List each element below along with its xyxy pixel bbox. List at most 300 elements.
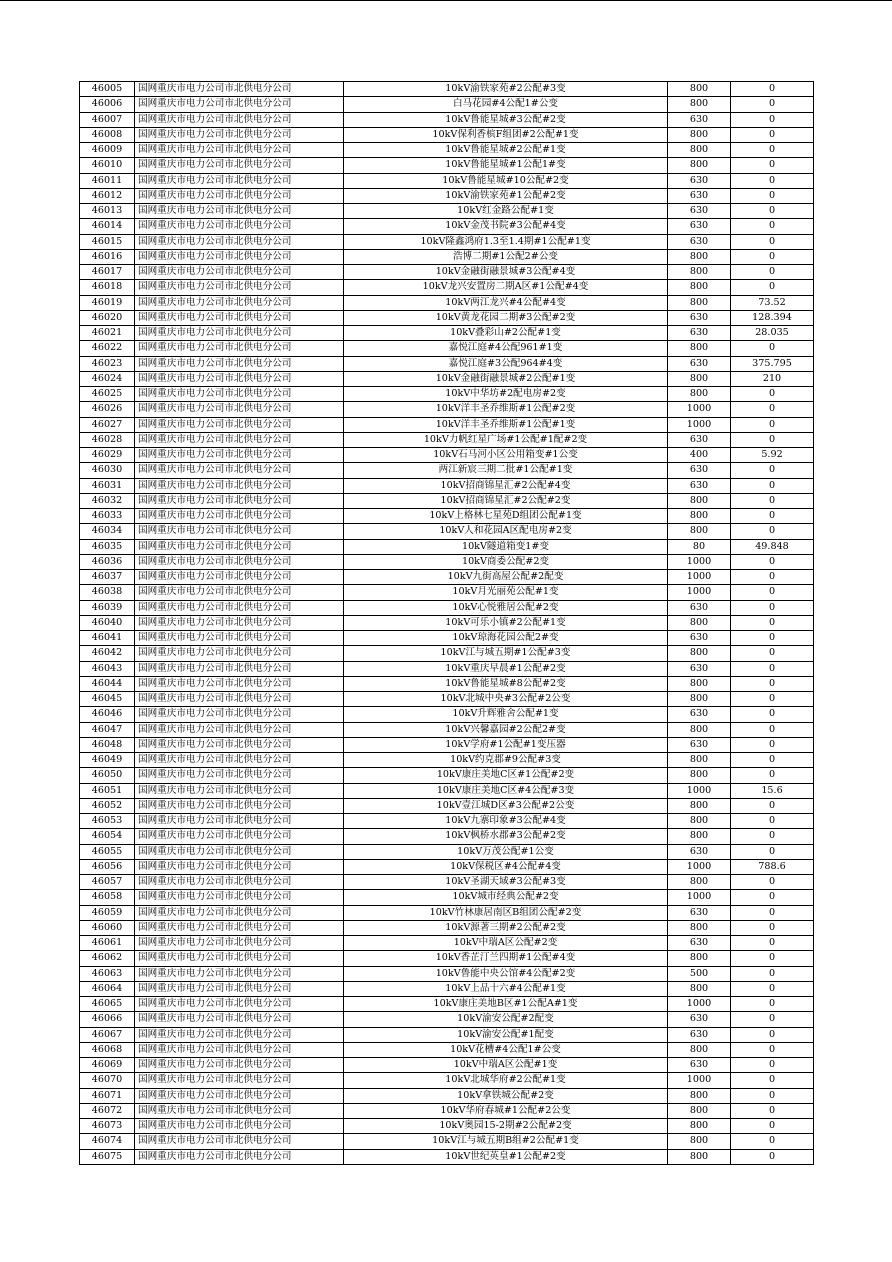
cell-value: 0 (731, 1119, 814, 1134)
cell-value: 0 (731, 997, 814, 1012)
cell-name: 10kV渝安公配#2配变 (344, 1012, 668, 1027)
table-row (80, 371, 814, 386)
cell-id: 46047 (80, 722, 135, 737)
cell-name: 10kV康庄美地B区#1公配A#1变 (344, 997, 668, 1012)
cell-name: 10kV隆鑫鸿府1.3至1.4期#1公配#1变 (344, 234, 668, 249)
cell-id: 46005 (80, 82, 135, 97)
cell-id: 46051 (80, 783, 135, 798)
table-row (80, 844, 814, 859)
cell-id: 46063 (80, 966, 135, 981)
cell-value: 0 (731, 1088, 814, 1103)
cell-name: 10kV保利香槟F组团#2公配#1变 (344, 127, 668, 142)
cell-org: 国网重庆市电力公司市北供电分公司 (135, 631, 344, 646)
cell-value: 0 (731, 646, 814, 661)
cell-name: 10kV上格林七星苑D组团公配#1变 (344, 509, 668, 524)
cell-name: 10kV商委公配#2变 (344, 554, 668, 569)
cell-name: 10kV月光丽苑公配#1变 (344, 585, 668, 600)
cell-name: 10kV重庆早晨#1公配#2变 (344, 661, 668, 676)
cell-capacity: 630 (668, 707, 731, 722)
cell-id: 46022 (80, 341, 135, 356)
table-row (80, 997, 814, 1012)
table-row (80, 1073, 814, 1088)
cell-org: 国网重庆市电力公司市北供电分公司 (135, 539, 344, 554)
cell-name: 10kV红金路公配#1变 (344, 204, 668, 219)
cell-id: 46072 (80, 1103, 135, 1118)
cell-capacity: 800 (668, 1042, 731, 1057)
cell-name: 10kV鲁能星城#10公配#2变 (344, 173, 668, 188)
cell-id: 46033 (80, 509, 135, 524)
cell-id: 46066 (80, 1012, 135, 1027)
cell-capacity: 800 (668, 97, 731, 112)
cell-value: 0 (731, 127, 814, 142)
cell-name: 10kV金融街融景城#2公配#1变 (344, 371, 668, 386)
cell-value: 0 (731, 158, 814, 173)
cell-capacity: 630 (668, 1027, 731, 1042)
cell-capacity: 1000 (668, 1073, 731, 1088)
cell-name: 10kV香芷汀兰四期#1公配#4变 (344, 951, 668, 966)
table-row (80, 859, 814, 874)
cell-org: 国网重庆市电力公司市北供电分公司 (135, 981, 344, 996)
cell-name: 10kV鲁能星城#2公配#1变 (344, 143, 668, 158)
table-row (80, 890, 814, 905)
cell-id: 46027 (80, 417, 135, 432)
cell-capacity: 630 (668, 173, 731, 188)
cell-name: 浩博二期#1公配2#公变 (344, 249, 668, 264)
cell-org: 国网重庆市电力公司市北供电分公司 (135, 585, 344, 600)
table-row (80, 646, 814, 661)
table-body (80, 82, 814, 1165)
cell-org: 国网重庆市电力公司市北供电分公司 (135, 295, 344, 310)
cell-name: 两江新宸三期二批#1公配#1变 (344, 463, 668, 478)
cell-value: 0 (731, 722, 814, 737)
table-row (80, 127, 814, 142)
cell-name: 10kV鲁能星城#8公配#2变 (344, 676, 668, 691)
table-row (80, 1012, 814, 1027)
cell-capacity: 1000 (668, 554, 731, 569)
cell-value: 0 (731, 143, 814, 158)
cell-org: 国网重庆市电力公司市北供电分公司 (135, 448, 344, 463)
cell-value: 0 (731, 249, 814, 264)
cell-name: 10kV琼海花园公配2#变 (344, 631, 668, 646)
cell-org: 国网重庆市电力公司市北供电分公司 (135, 661, 344, 676)
table-row (80, 265, 814, 280)
cell-name: 10kV渝铁家苑#2公配#3变 (344, 82, 668, 97)
cell-capacity: 800 (668, 387, 731, 402)
table-row (80, 631, 814, 646)
cell-capacity: 800 (668, 280, 731, 295)
cell-id: 46053 (80, 814, 135, 829)
cell-capacity: 630 (668, 478, 731, 493)
cell-capacity: 800 (668, 692, 731, 707)
cell-capacity: 800 (668, 1088, 731, 1103)
table-row (80, 875, 814, 890)
cell-id: 46075 (80, 1149, 135, 1164)
cell-org: 国网重庆市电力公司市北供电分公司 (135, 722, 344, 737)
cell-org: 国网重庆市电力公司市北供电分公司 (135, 265, 344, 280)
cell-value: 0 (731, 402, 814, 417)
cell-capacity: 1000 (668, 417, 731, 432)
table-row (80, 509, 814, 524)
cell-id: 46034 (80, 524, 135, 539)
cell-capacity: 630 (668, 661, 731, 676)
cell-value: 0 (731, 981, 814, 996)
cell-capacity: 800 (668, 371, 731, 386)
cell-name: 10kV九街高屋公配#2配变 (344, 570, 668, 585)
cell-name: 白马花园#4公配1#公变 (344, 97, 668, 112)
cell-value: 0 (731, 341, 814, 356)
cell-name: 10kV枫桥水郡#3公配#2变 (344, 829, 668, 844)
cell-value: 0 (731, 737, 814, 752)
cell-org: 国网重庆市电力公司市北供电分公司 (135, 966, 344, 981)
cell-id: 46011 (80, 173, 135, 188)
cell-capacity: 800 (668, 951, 731, 966)
cell-name: 10kV渝安公配#1配变 (344, 1027, 668, 1042)
cell-name: 10kV花槽#4公配1#公变 (344, 1042, 668, 1057)
cell-capacity: 800 (668, 341, 731, 356)
cell-value: 0 (731, 463, 814, 478)
cell-id: 46021 (80, 326, 135, 341)
table-row (80, 768, 814, 783)
table-row (80, 188, 814, 203)
cell-name: 10kV力帆红星广场#1公配#1配#2变 (344, 432, 668, 447)
table-row (80, 1042, 814, 1057)
cell-org: 国网重庆市电力公司市北供电分公司 (135, 737, 344, 752)
cell-value: 0 (731, 112, 814, 127)
table-row (80, 463, 814, 478)
cell-capacity: 1000 (668, 585, 731, 600)
cell-name: 10kV江与城五期#1公配#3变 (344, 646, 668, 661)
cell-value: 128.394 (731, 310, 814, 325)
table-row (80, 326, 814, 341)
cell-id: 46041 (80, 631, 135, 646)
cell-org: 国网重庆市电力公司市北供电分公司 (135, 753, 344, 768)
cell-id: 46052 (80, 798, 135, 813)
cell-org: 国网重庆市电力公司市北供电分公司 (135, 936, 344, 951)
cell-id: 46071 (80, 1088, 135, 1103)
table-row (80, 783, 814, 798)
cell-org: 国网重庆市电力公司市北供电分公司 (135, 554, 344, 569)
cell-value: 0 (731, 219, 814, 234)
cell-id: 46012 (80, 188, 135, 203)
cell-name: 10kV源著三期#2公配#2变 (344, 920, 668, 935)
cell-capacity: 800 (668, 814, 731, 829)
cell-value: 0 (731, 188, 814, 203)
cell-value: 73.52 (731, 295, 814, 310)
cell-capacity: 800 (668, 768, 731, 783)
cell-capacity: 800 (668, 722, 731, 737)
cell-org: 国网重庆市电力公司市北供电分公司 (135, 1012, 344, 1027)
cell-value: 0 (731, 1149, 814, 1164)
cell-capacity: 800 (668, 158, 731, 173)
page-top-rule (0, 0, 892, 1)
cell-org: 国网重庆市电力公司市北供电分公司 (135, 707, 344, 722)
cell-org: 国网重庆市电力公司市北供电分公司 (135, 127, 344, 142)
cell-capacity: 630 (668, 844, 731, 859)
cell-id: 46028 (80, 432, 135, 447)
cell-value: 0 (731, 1042, 814, 1057)
cell-capacity: 800 (668, 753, 731, 768)
table-row (80, 707, 814, 722)
cell-id: 46058 (80, 890, 135, 905)
cell-org: 国网重庆市电力公司市北供电分公司 (135, 402, 344, 417)
table-row (80, 1088, 814, 1103)
cell-id: 46008 (80, 127, 135, 142)
cell-name: 10kV华府春城#1公配#2公变 (344, 1103, 668, 1118)
cell-org: 国网重庆市电力公司市北供电分公司 (135, 814, 344, 829)
cell-capacity: 800 (668, 143, 731, 158)
cell-value: 375.795 (731, 356, 814, 371)
table-row (80, 905, 814, 920)
cell-value: 0 (731, 432, 814, 447)
cell-capacity: 800 (668, 615, 731, 630)
table-row (80, 204, 814, 219)
cell-value: 0 (731, 82, 814, 97)
cell-name: 10kV龙兴安置房二期A区#1公配#4变 (344, 280, 668, 295)
cell-value: 0 (731, 600, 814, 615)
cell-value: 0 (731, 1012, 814, 1027)
cell-name: 10kV人和花园A区配电房#2变 (344, 524, 668, 539)
table-row (80, 295, 814, 310)
cell-value: 0 (731, 890, 814, 905)
cell-id: 46065 (80, 997, 135, 1012)
cell-capacity: 630 (668, 234, 731, 249)
cell-name: 10kV石马河小区公用箱变#1公变 (344, 448, 668, 463)
cell-capacity: 80 (668, 539, 731, 554)
table-row (80, 1027, 814, 1042)
cell-value: 28.035 (731, 326, 814, 341)
table-row (80, 173, 814, 188)
cell-name: 10kV升辉雅舍公配#1变 (344, 707, 668, 722)
cell-name: 10kV江与城五期B组#2公配#1变 (344, 1134, 668, 1149)
cell-value: 0 (731, 905, 814, 920)
cell-org: 国网重庆市电力公司市北供电分公司 (135, 204, 344, 219)
cell-id: 46025 (80, 387, 135, 402)
cell-capacity: 800 (668, 920, 731, 935)
cell-value: 0 (731, 844, 814, 859)
cell-id: 46059 (80, 905, 135, 920)
cell-capacity: 800 (668, 829, 731, 844)
cell-value: 0 (731, 554, 814, 569)
cell-value: 0 (731, 1058, 814, 1073)
cell-org: 国网重庆市电力公司市北供电分公司 (135, 387, 344, 402)
cell-id: 46037 (80, 570, 135, 585)
cell-capacity: 630 (668, 326, 731, 341)
cell-value: 0 (731, 204, 814, 219)
cell-capacity: 800 (668, 509, 731, 524)
cell-value: 0 (731, 936, 814, 951)
table-row (80, 97, 814, 112)
cell-id: 46017 (80, 265, 135, 280)
cell-name: 10kV两江龙兴#4公配#4变 (344, 295, 668, 310)
cell-id: 46020 (80, 310, 135, 325)
cell-name: 10kV洋丰圣乔维斯#1公配#2变 (344, 402, 668, 417)
cell-name: 10kV康庄美地C区#4公配#3变 (344, 783, 668, 798)
cell-value: 0 (731, 265, 814, 280)
table-row (80, 966, 814, 981)
cell-id: 46019 (80, 295, 135, 310)
cell-id: 46013 (80, 204, 135, 219)
table-row (80, 951, 814, 966)
cell-capacity: 800 (668, 127, 731, 142)
cell-capacity: 630 (668, 1012, 731, 1027)
cell-name: 10kV中瑞A区公配#1变 (344, 1058, 668, 1073)
cell-org: 国网重庆市电力公司市北供电分公司 (135, 890, 344, 905)
cell-id: 46010 (80, 158, 135, 173)
cell-org: 国网重庆市电力公司市北供电分公司 (135, 234, 344, 249)
table-row (80, 249, 814, 264)
cell-id: 46031 (80, 478, 135, 493)
cell-name: 10kV中瑞A区公配#2变 (344, 936, 668, 951)
cell-capacity: 630 (668, 905, 731, 920)
cell-org: 国网重庆市电力公司市北供电分公司 (135, 1149, 344, 1164)
cell-id: 46045 (80, 692, 135, 707)
table-row (80, 554, 814, 569)
cell-name: 10kV圣湖天域#3公配#3变 (344, 875, 668, 890)
table-row (80, 143, 814, 158)
cell-id: 46046 (80, 707, 135, 722)
cell-id: 46048 (80, 737, 135, 752)
cell-value: 0 (731, 1027, 814, 1042)
table-row (80, 356, 814, 371)
cell-name: 10kV兴馨嘉园#2公配2#变 (344, 722, 668, 737)
cell-org: 国网重庆市电力公司市北供电分公司 (135, 280, 344, 295)
cell-org: 国网重庆市电力公司市北供电分公司 (135, 768, 344, 783)
cell-value: 0 (731, 585, 814, 600)
cell-id: 46069 (80, 1058, 135, 1073)
table-row (80, 1103, 814, 1118)
cell-org: 国网重庆市电力公司市北供电分公司 (135, 356, 344, 371)
cell-name: 10kV奥园15-2期#2公配#2变 (344, 1119, 668, 1134)
cell-org: 国网重庆市电力公司市北供电分公司 (135, 646, 344, 661)
cell-capacity: 1000 (668, 997, 731, 1012)
cell-org: 国网重庆市电力公司市北供电分公司 (135, 143, 344, 158)
cell-org: 国网重庆市电力公司市北供电分公司 (135, 905, 344, 920)
cell-id: 46035 (80, 539, 135, 554)
cell-id: 46067 (80, 1027, 135, 1042)
cell-org: 国网重庆市电力公司市北供电分公司 (135, 1058, 344, 1073)
cell-id: 46036 (80, 554, 135, 569)
table-row (80, 829, 814, 844)
table-row (80, 478, 814, 493)
cell-org: 国网重庆市电力公司市北供电分公司 (135, 1119, 344, 1134)
cell-id: 46042 (80, 646, 135, 661)
cell-capacity: 800 (668, 249, 731, 264)
cell-capacity: 630 (668, 356, 731, 371)
cell-value: 0 (731, 966, 814, 981)
table-row (80, 600, 814, 615)
cell-org: 国网重庆市电力公司市北供电分公司 (135, 997, 344, 1012)
cell-id: 46018 (80, 280, 135, 295)
cell-value: 0 (731, 920, 814, 935)
cell-capacity: 800 (668, 798, 731, 813)
cell-id: 46039 (80, 600, 135, 615)
cell-id: 46056 (80, 859, 135, 874)
cell-id: 46016 (80, 249, 135, 264)
cell-capacity: 1000 (668, 859, 731, 874)
cell-id: 46050 (80, 768, 135, 783)
cell-id: 46070 (80, 1073, 135, 1088)
cell-org: 国网重庆市电力公司市北供电分公司 (135, 97, 344, 112)
table-row (80, 936, 814, 951)
cell-capacity: 630 (668, 432, 731, 447)
cell-capacity: 630 (668, 631, 731, 646)
cell-name: 10kV招商锦星汇#2公配#2变 (344, 493, 668, 508)
cell-value: 5.92 (731, 448, 814, 463)
cell-name: 10kV金茂书院#3公配#4变 (344, 219, 668, 234)
cell-org: 国网重庆市电力公司市北供电分公司 (135, 82, 344, 97)
cell-org: 国网重庆市电力公司市北供电分公司 (135, 829, 344, 844)
cell-id: 46029 (80, 448, 135, 463)
cell-id: 46030 (80, 463, 135, 478)
cell-id: 46032 (80, 493, 135, 508)
cell-capacity: 1000 (668, 890, 731, 905)
cell-capacity: 800 (668, 1119, 731, 1134)
table-row (80, 920, 814, 935)
cell-value: 0 (731, 493, 814, 508)
table-row (80, 585, 814, 600)
cell-id: 46023 (80, 356, 135, 371)
cell-capacity: 800 (668, 1134, 731, 1149)
table-row (80, 219, 814, 234)
cell-capacity: 800 (668, 981, 731, 996)
cell-value: 0 (731, 1134, 814, 1149)
cell-org: 国网重庆市电力公司市北供电分公司 (135, 783, 344, 798)
table-row (80, 676, 814, 691)
cell-id: 46049 (80, 753, 135, 768)
table-row (80, 1119, 814, 1134)
cell-id: 46044 (80, 676, 135, 691)
cell-value: 0 (731, 1103, 814, 1118)
table-row (80, 402, 814, 417)
cell-id: 46015 (80, 234, 135, 249)
cell-value: 15.6 (731, 783, 814, 798)
cell-org: 国网重庆市电力公司市北供电分公司 (135, 951, 344, 966)
cell-value: 0 (731, 753, 814, 768)
cell-name: 10kV心悦雅居公配#2变 (344, 600, 668, 615)
cell-org: 国网重庆市电力公司市北供电分公司 (135, 1073, 344, 1088)
cell-org: 国网重庆市电力公司市北供电分公司 (135, 341, 344, 356)
cell-org: 国网重庆市电力公司市北供电分公司 (135, 1027, 344, 1042)
table-row (80, 432, 814, 447)
table-row (80, 1058, 814, 1073)
cell-capacity: 630 (668, 600, 731, 615)
cell-id: 46014 (80, 219, 135, 234)
table-row (80, 692, 814, 707)
cell-id: 46009 (80, 143, 135, 158)
cell-value: 0 (731, 570, 814, 585)
cell-value: 0 (731, 97, 814, 112)
cell-id: 46024 (80, 371, 135, 386)
data-table (79, 81, 814, 1165)
cell-capacity: 800 (668, 295, 731, 310)
cell-id: 46068 (80, 1042, 135, 1057)
cell-value: 0 (731, 615, 814, 630)
cell-capacity: 800 (668, 493, 731, 508)
cell-capacity: 1000 (668, 783, 731, 798)
cell-name: 嘉悦江庭#4公配961#1变 (344, 341, 668, 356)
cell-org: 国网重庆市电力公司市北供电分公司 (135, 310, 344, 325)
table-row (80, 615, 814, 630)
cell-org: 国网重庆市电力公司市北供电分公司 (135, 875, 344, 890)
cell-value: 0 (731, 768, 814, 783)
table-row (80, 1134, 814, 1149)
cell-org: 国网重庆市电力公司市北供电分公司 (135, 509, 344, 524)
cell-capacity: 630 (668, 204, 731, 219)
table-row (80, 524, 814, 539)
cell-name: 10kV上品十六#4公配#1变 (344, 981, 668, 996)
cell-id: 46073 (80, 1119, 135, 1134)
cell-name: 10kV世纪英皇#1公配#2变 (344, 1149, 668, 1164)
